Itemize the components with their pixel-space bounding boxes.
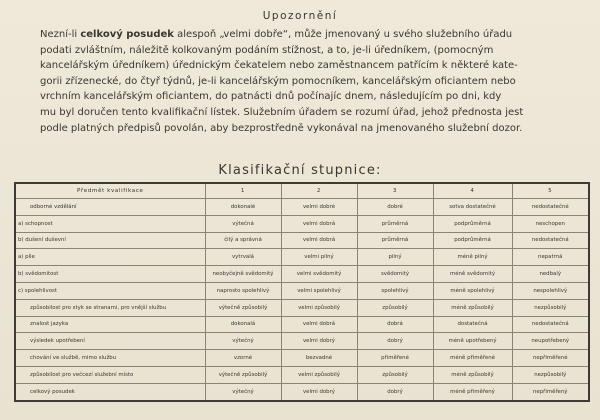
row-subject: znalost jazyka [15, 316, 205, 333]
grade-cell-5: nezpůsobilý [512, 299, 589, 316]
grade-cell-2: velmi dobrá [281, 316, 357, 333]
grade-cell-4: méně způsobilý [433, 366, 512, 383]
grade-cell-2: velmi spolehlivý [281, 282, 357, 299]
grade-cell-4: podprůměrná [433, 232, 512, 249]
notice-line: podati zvláštním, náležitě kolkovaným podáním stížnost, a to, je-li úředníkem, (pomocným [40, 44, 494, 56]
grade-cell-2: velmi dobrá [281, 232, 357, 249]
row-subject: celkový posudek [15, 383, 205, 400]
header-grade-1: 1 [205, 183, 281, 199]
grade-cell-2: velmi dobrý [281, 333, 357, 350]
table-row [15, 266, 589, 283]
table-row [15, 282, 589, 299]
row-subject: b) dušení duševní [15, 232, 205, 249]
row-subject: způsobilost pro večcezí služební místo [15, 366, 205, 383]
header-grade-3: 3 [357, 183, 433, 199]
grade-cell-3: průměrná [357, 232, 433, 249]
grade-cell-4: méně spolehlivý [433, 282, 512, 299]
grade-cell-5: neupotřebený [512, 333, 589, 350]
table-row [15, 249, 589, 266]
grade-cell-2: velmi dobrá [281, 215, 357, 232]
grade-cell-2: velmi způsobilý [281, 366, 357, 383]
table-row [15, 383, 589, 400]
notice-line: vrchním kancelářským oficiantem, do patnácti dnů počínajíc dnem, následujícím po dni, kdy [40, 91, 502, 103]
grade-cell-5: nedbalý [512, 266, 589, 283]
row-subject: b) svědomitost [15, 266, 205, 283]
table-row [15, 232, 589, 249]
grade-cell-2: velmi dobrý [281, 383, 357, 400]
grade-cell-2: velmi svědomitý [281, 266, 357, 283]
header-subject: Předmět kvalifikace [15, 183, 205, 199]
grade-cell-3: způsobilý [357, 299, 433, 316]
grade-cell-1: výtečný [205, 383, 281, 400]
grade-cell-3: dobré [357, 199, 433, 216]
grade-cell-4: méně přiměřené [433, 350, 512, 367]
notice-paragraph [40, 27, 564, 136]
row-subject: a) schopnost [15, 215, 205, 232]
grade-cell-4: podprůměrná [433, 215, 512, 232]
grade-cell-1: dokonalá [205, 316, 281, 333]
grade-cell-4: méně pilný [433, 249, 512, 266]
table-header-row [15, 183, 589, 199]
grade-cell-5: nespolehlivý [512, 282, 589, 299]
grade-cell-1: neobyčejně svědomitý [205, 266, 281, 283]
grade-cell-1: dokonalé [205, 199, 281, 216]
notice-line: Nezní-li celkový posudek alespoň „velmi dobře“, může jmenovaný u svého služebního úřadu [40, 29, 513, 40]
grade-cell-2: velmi způsobilý [281, 299, 357, 316]
classification-table [14, 182, 590, 402]
grade-cell-1: vzorné [205, 350, 281, 367]
grade-cell-1: výtečný [205, 333, 281, 350]
grade-cell-2: velmi pilný [281, 249, 357, 266]
header-grade-5: 5 [512, 183, 589, 199]
row-subject: odborné vzdělání [15, 199, 205, 216]
grade-cell-3: pilný [357, 249, 433, 266]
row-subject: chování ve službě, mimo službu [15, 350, 205, 367]
table-row [15, 350, 589, 367]
grade-cell-5: neschopen [512, 215, 589, 232]
notice-heading: Upozornění [262, 10, 338, 22]
grade-cell-3: dobrý [357, 333, 433, 350]
table-row [15, 299, 589, 316]
grade-cell-2: velmi dobré [281, 199, 357, 216]
grade-cell-4: méně upotřebený [433, 333, 512, 350]
scale-title: Klasifikační stupnice: [218, 163, 382, 178]
grade-cell-3: svědomitý [357, 266, 433, 283]
table-row [15, 333, 589, 350]
notice-line: podle platných předpisů povolán, aby bezprostředně vykonával na jmenovaného služební dozor. [40, 122, 523, 134]
grade-cell-5: nepřiměřené [512, 350, 589, 367]
grade-cell-1: výtečně způsobilý [205, 366, 281, 383]
grade-cell-4: méně způsobilý [433, 299, 512, 316]
grade-cell-3: přiměřené [357, 350, 433, 367]
grade-cell-1: vytrvalá [205, 249, 281, 266]
grade-cell-5: nedostatečná [512, 316, 589, 333]
row-subject: c) spolehlivost [15, 282, 205, 299]
grade-cell-5: nezpůsobilý [512, 366, 589, 383]
grade-cell-1: čilý a správná [205, 232, 281, 249]
grade-cell-1: výtečná [205, 215, 281, 232]
grade-cell-3: způsobilý [357, 366, 433, 383]
grade-cell-5: nepřiměřený [512, 383, 589, 400]
header-grade-4: 4 [433, 183, 512, 199]
grade-cell-4: méně svědomitý [433, 266, 512, 283]
grade-cell-4: sotva dostatečné [433, 199, 512, 216]
grade-cell-5: nedostatečné [512, 199, 589, 216]
row-subject: a) píle [15, 249, 205, 266]
grade-cell-4: méně přiměřený [433, 383, 512, 400]
grade-cell-2: bezvadné [281, 350, 357, 367]
row-subject: způsobilost pro styk se stranami, pro vnější službu [15, 299, 205, 316]
table-row [15, 366, 589, 383]
table-row [15, 316, 589, 333]
grade-cell-3: dobrá [357, 316, 433, 333]
header-grade-2: 2 [281, 183, 357, 199]
notice-line: mu byl doručen tento kvalifikační lístek. Služebním úřadem se rozumí úřad, jehož přednosta jest [40, 106, 524, 118]
grade-cell-4: dostatečná [433, 316, 512, 333]
notice-line: gorii zřízenecké, do čtyř týdnů, je-li kancelářským pomocníkem, kancelářským oficiantem nebo [40, 75, 516, 87]
grade-cell-3: průměrná [357, 215, 433, 232]
grade-cell-5: nepatrná [512, 249, 589, 266]
row-subject: výsledek upotřebení [15, 333, 205, 350]
notice-line: kancelářským úředníkem) úřednickým čekatelem nebo zaměstnancem patřícím k některé kate- [40, 60, 518, 72]
grade-cell-3: spolehlivý [357, 282, 433, 299]
grade-cell-1: výtečně způsobilý [205, 299, 281, 316]
grade-cell-1: naprosto spolehlivý [205, 282, 281, 299]
table-row [15, 199, 589, 216]
table-row [15, 215, 589, 232]
grade-cell-5: nedostatečná [512, 232, 589, 249]
grade-cell-3: dobrý [357, 383, 433, 400]
